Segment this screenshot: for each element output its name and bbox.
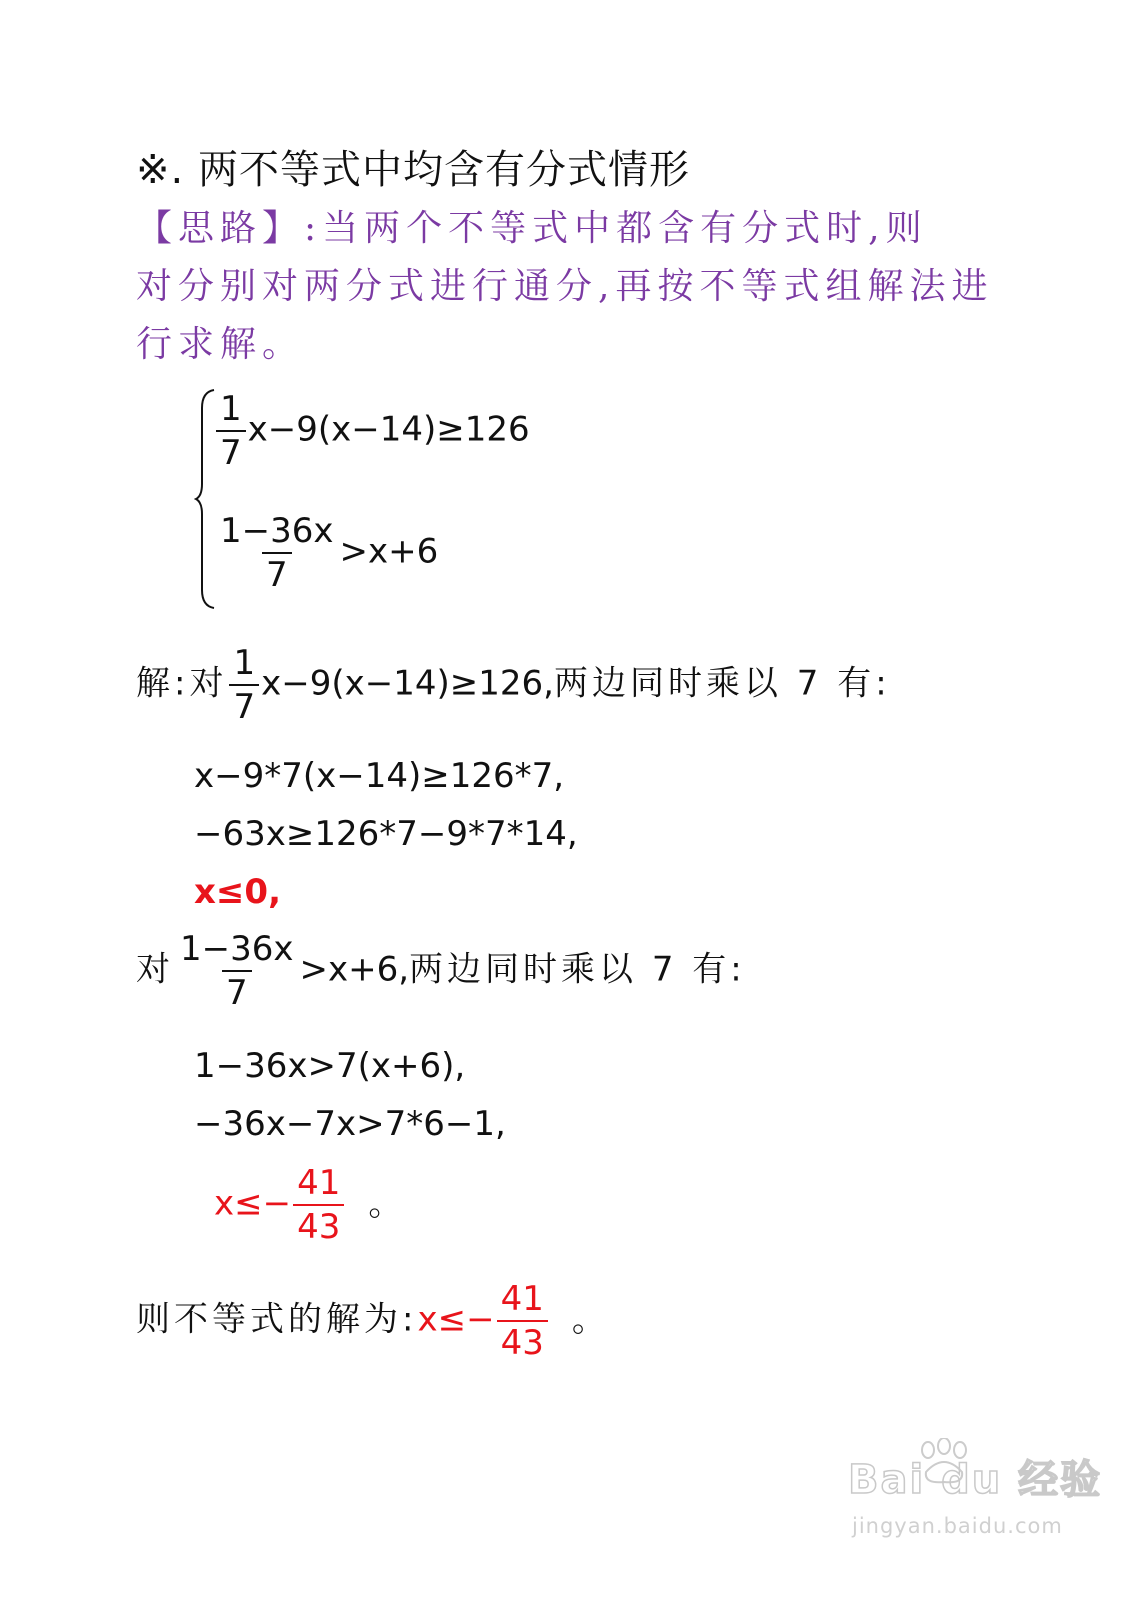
- second-prefix: 对: [136, 949, 174, 990]
- conclusion-end: 。: [571, 1299, 606, 1340]
- solution-prefix: 解:对: [136, 663, 228, 704]
- fraction: [216, 511, 338, 595]
- system-brace: [194, 388, 216, 610]
- watermark-url: jingyan.baidu.com: [852, 1514, 1063, 1538]
- equation-body: >x+6: [339, 531, 439, 572]
- numerator: 41: [297, 1163, 341, 1203]
- idea-line-1: 【思路】:当两个不等式中都含有分式时,则: [136, 208, 928, 249]
- numerator: 1−36x: [220, 511, 334, 551]
- result-2-prefix: x≤−: [214, 1183, 292, 1224]
- idea-line-2: 对分别对两分式进行通分,再按不等式组解法进: [136, 266, 994, 307]
- numerator: 1: [220, 389, 242, 429]
- fraction: [229, 643, 259, 727]
- step-3: 1−36x>7(x+6),: [194, 1046, 466, 1086]
- equation-body: x−9(x−14)≥126: [247, 409, 530, 450]
- denominator: 7: [216, 430, 246, 470]
- second-expression: >x+6,: [299, 949, 410, 990]
- step-4: −36x−7x>7*6−1,: [194, 1104, 506, 1144]
- numerator: 1−36x: [180, 929, 294, 969]
- denominator: 7: [262, 552, 292, 592]
- denominator: 7: [222, 970, 252, 1010]
- denominator: 43: [497, 1320, 548, 1360]
- solution-suffix: 两边同时乘以 7 有:: [553, 663, 891, 704]
- second-suffix: 两边同时乘以 7 有:: [409, 949, 746, 990]
- fraction: [216, 389, 246, 473]
- step-2: −63x≥126*7−9*7*14,: [194, 814, 578, 854]
- numerator: 41: [500, 1279, 544, 1319]
- system-equation-2: [214, 511, 439, 595]
- idea-line-3: 行求解。: [136, 324, 305, 365]
- solution-intro: [136, 643, 891, 727]
- watermark-logo: Bai du 经验: [848, 1457, 1103, 1503]
- denominator: 7: [229, 684, 259, 724]
- result-2: [214, 1163, 403, 1247]
- solution-expression: x−9(x−14)≥126,: [261, 663, 554, 704]
- system-equation-1: [214, 389, 530, 473]
- numerator: 1: [233, 643, 256, 683]
- fraction: [176, 929, 298, 1013]
- conclusion: [136, 1279, 606, 1363]
- fraction: [293, 1163, 344, 1247]
- step-1: x−9*7(x−14)≥126*7,: [194, 756, 565, 796]
- second-inequality-intro: [136, 929, 746, 1013]
- denominator: 43: [293, 1204, 344, 1244]
- conclusion-prefix: x≤−: [417, 1299, 495, 1340]
- fraction: [497, 1279, 548, 1363]
- section-title: ※. 两不等式中均含有分式情形: [136, 147, 690, 193]
- result-2-end: 。: [368, 1183, 403, 1224]
- result-1: x≤0,: [194, 872, 281, 912]
- conclusion-label: 则不等式的解为:: [136, 1299, 418, 1340]
